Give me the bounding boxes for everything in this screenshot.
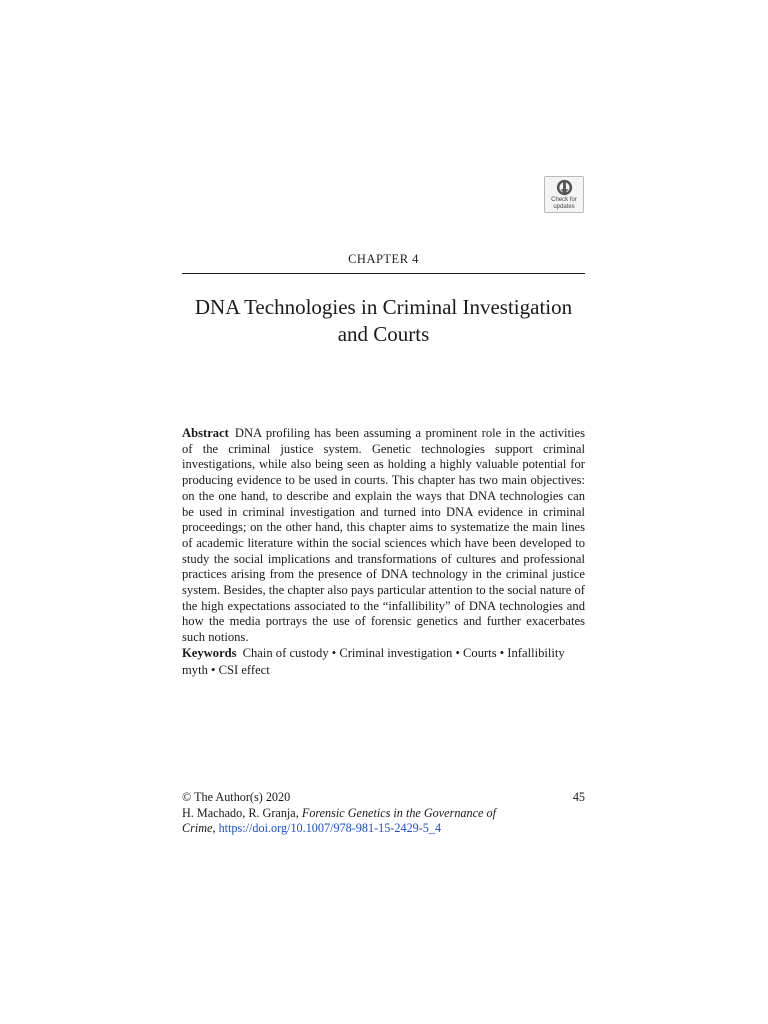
abstract-label: Abstract <box>182 426 229 440</box>
doi-link[interactable]: https://doi.org/10.1007/978-981-15-2429-5_4 <box>218 821 442 836</box>
citation-book-title-part-1: Forensic Genetics in the Governance of <box>301 805 496 820</box>
page-number: 45 <box>572 790 585 804</box>
citation-comma: , <box>212 821 216 836</box>
chapter-title-line-1: DNA Technologies in Criminal Investigation <box>194 295 573 319</box>
page-footer <box>182 790 585 837</box>
citation-line-1 <box>182 806 585 822</box>
abstract-text: DNA profiling has been assuming a prominent role in the activities of the criminal justice system. Genetic technologies support criminal investigations, while also being seen as holding a highly valuable potential for producing evidence to be used in courts. This chapter has two main objectives: on the one hand, to describe and explain the ways that DNA technologies can be used in criminal investigation and turned into DNA evidence in criminal proceedings; on the other hand, this chapter aims to systematize the main lines of academic literature within the social sciences which have been developed to study the social implications and transformations of cultures and professional practices arising from the presence of DNA technology in the criminal justice system. Besides, the chapter also pays particular attention to the social nature of the high expectations associated to the “infallibility” of DNA technologies and how the media portrays the use of forensic genetics and further exacerbates such notions. <box>182 426 585 645</box>
chapter-label: CHAPTER 4 <box>348 252 419 266</box>
chapter-title-line-2: and Courts <box>337 322 430 346</box>
abstract-paragraph <box>182 426 585 646</box>
chapter-title <box>182 294 585 348</box>
chapter-divider <box>182 273 585 274</box>
keywords-label: Keywords <box>182 646 237 660</box>
check-for-updates-text: Check for updates <box>551 197 577 210</box>
keywords-text: Chain of custody • Criminal investigation • Courts • Infallibility myth • CSI effect <box>182 646 565 677</box>
citation-line-2 <box>182 821 585 837</box>
check-for-updates-badge[interactable] <box>544 176 584 213</box>
check-for-updates-icon <box>556 179 573 196</box>
citation-book-title-part-2: Crime <box>182 821 213 836</box>
citation-authors: H. Machado, R. Granja, <box>182 805 299 820</box>
keywords-paragraph <box>182 645 585 678</box>
copyright-line: © The Author(s) 2020 <box>182 790 291 804</box>
